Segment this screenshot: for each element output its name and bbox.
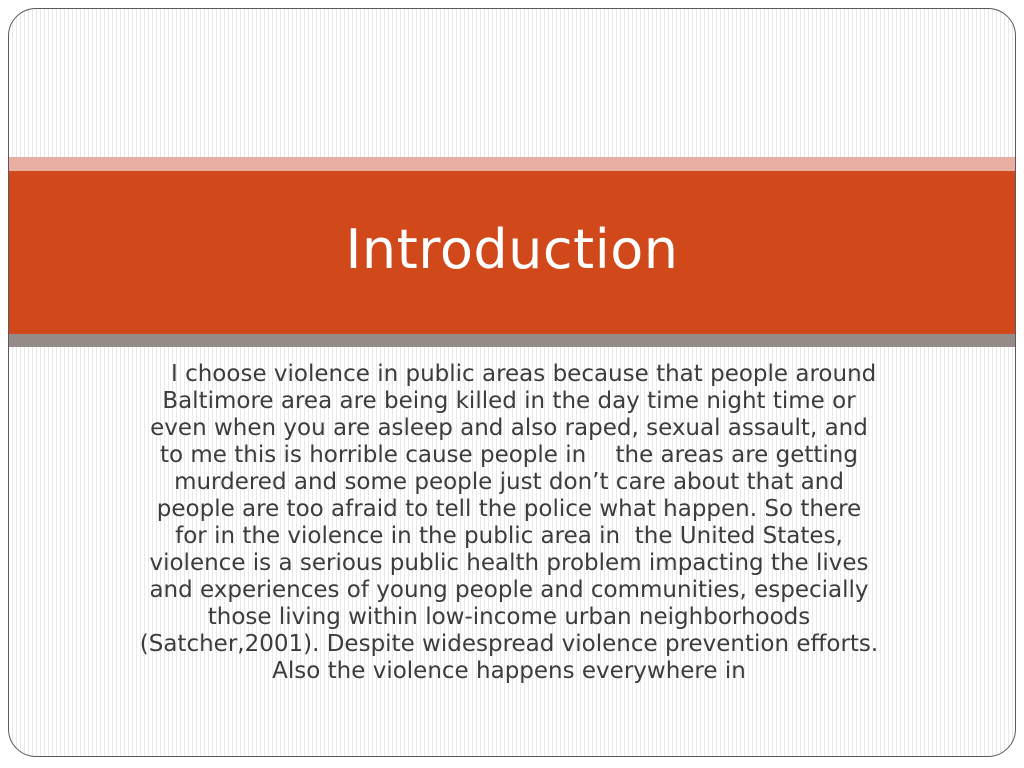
accent-stripe-bottom (9, 334, 1015, 347)
accent-stripe-top (9, 157, 1015, 171)
slide-frame (8, 8, 1016, 757)
slide-body-text: I choose violence in public areas because that people around Baltimore area are being killed in the day time night time or even when you are asleep and also raped, sexual assault, and to me this is horrible cause people in the areas are getting murdered and some people just don’t care about that and people are too afraid to tell the police what happen. So there for in the violence in the public area in the United States, violence is a serious public health problem impacting the lives and experiences of young people and communities, especially those living within low-income urban neighborhoods (Satcher,2001). Despite widespread violence prevention efforts. Also the violence happens everywhere in (139, 361, 879, 684)
slide-title: Introduction (345, 218, 679, 281)
title-band (9, 171, 1015, 334)
